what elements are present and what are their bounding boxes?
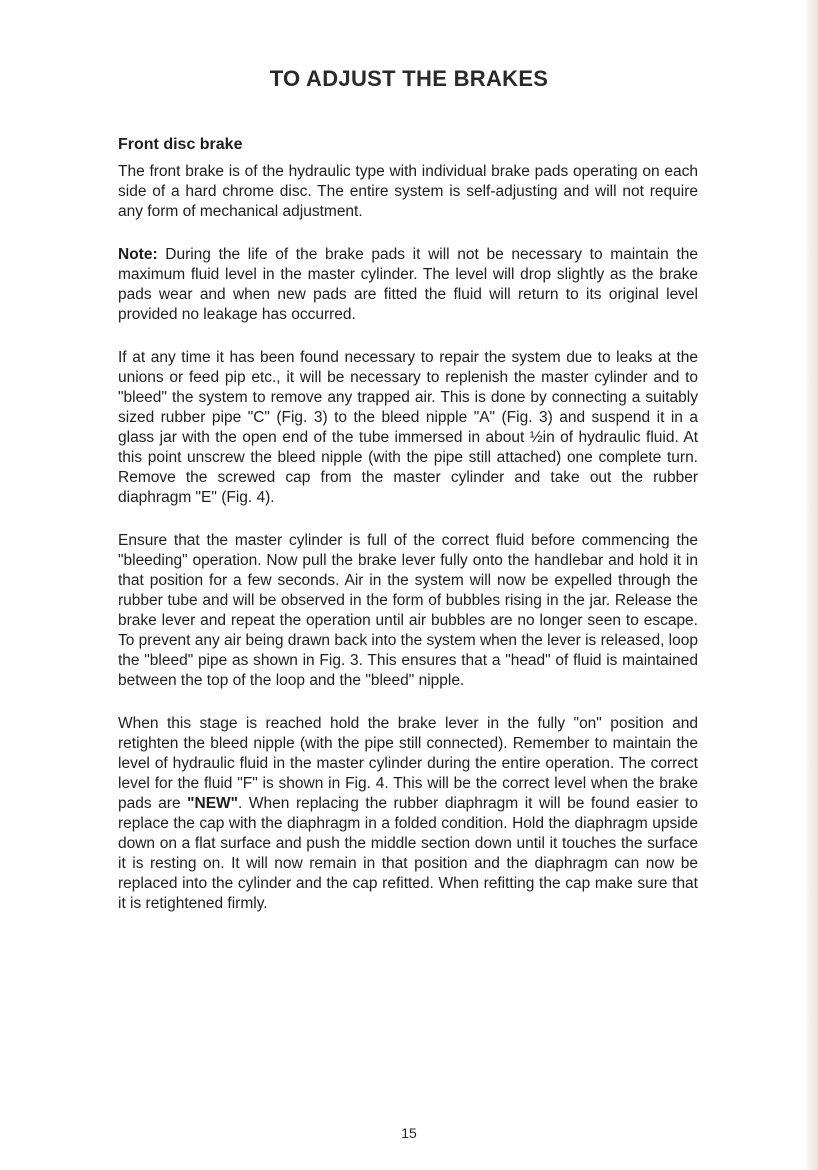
note-label: Note:: [118, 246, 158, 263]
note-text: During the life of the brake pads it will not be necessary to maintain the maximum fluid level in the master cylinder. The level will drop slightly as the brake pads wear and when new pads are fitted the fluid will return to its original level provided no leakage has occurred.: [118, 246, 698, 323]
retighten-text-end: . When replacing the rubber diaphragm it will be found easier to replace the cap with the diaphragm in a folded condition. Hold the diaphragm upside down on a flat surface and push the middle section down until it touches the surface it is resting on. It will now remain in that position and the diaphragm can now be replaced into the cylinder and the cap refitted. When refitting the cap make sure that it is retightened firmly.: [118, 795, 698, 912]
paragraph-bleeding-operation: Ensure that the master cylinder is full of the correct fluid before commencing the "bleeding" operation. Now pull the brake lever fully onto the handlebar and hold it in that position for a few seconds. Air in the system will now be expelled through the rubber tube and will be observed in the form of bubbles rising in the jar. Release the brake lever and repeat the operation until air bubbles are no longer seen to escape. To prevent any air being drawn back into the system when the lever is released, loop the "bleed" pipe as shown in Fig. 3. This ensures that a "head" of fluid is maintained between the top of the loop and the "bleed" nipple.: [118, 532, 698, 689]
page-edge-shadow: [804, 0, 818, 1170]
retighten-text-start: When this stage is reached hold the brake lever in the fully "on" position and retighten the bleed nipple (with the pipe still connected). Remember to maintain the level of hydraulic fluid in the master cylinder during the entire operation. The correct level for the fluid "F" is shown in Fig. 4. This will be the correct level when the brake pads are: [118, 715, 698, 812]
paragraph-retighten: [118, 714, 698, 914]
page-content: [118, 135, 698, 937]
page-title: TO ADJUST THE BRAKES: [269, 66, 549, 91]
paragraph-note: [118, 245, 698, 325]
new-emphasis: "NEW": [187, 795, 239, 812]
section-heading: Front disc brake: [118, 136, 243, 153]
paragraph-bleeding-setup: If at any time it has been found necessary to repair the system due to leaks at the unions or feed pip etc., it will be necessary to replenish the master cylinder and to "bleed" the system to remove any trapped air. This is done by connecting a suitably sized rubber pipe "C" (Fig. 3) to the bleed nipple "A" (Fig. 3) and suspend it in a glass jar with the open end of the tube immersed in about ½in of hydraulic fluid. At this point unscrew the bleed nipple (with the pipe still attached) one complete turn. Remove the screwed cap from the master cylinder and take out the rubber diaphragm "E" (Fig. 4).: [118, 349, 698, 506]
paragraph-intro: The front brake is of the hydraulic type with individual brake pads operating on each side of a hard chrome disc. The entire system is self-adjusting and will not require any form of mechanical adjustment.: [118, 163, 698, 220]
page-number: 15: [401, 1125, 417, 1141]
